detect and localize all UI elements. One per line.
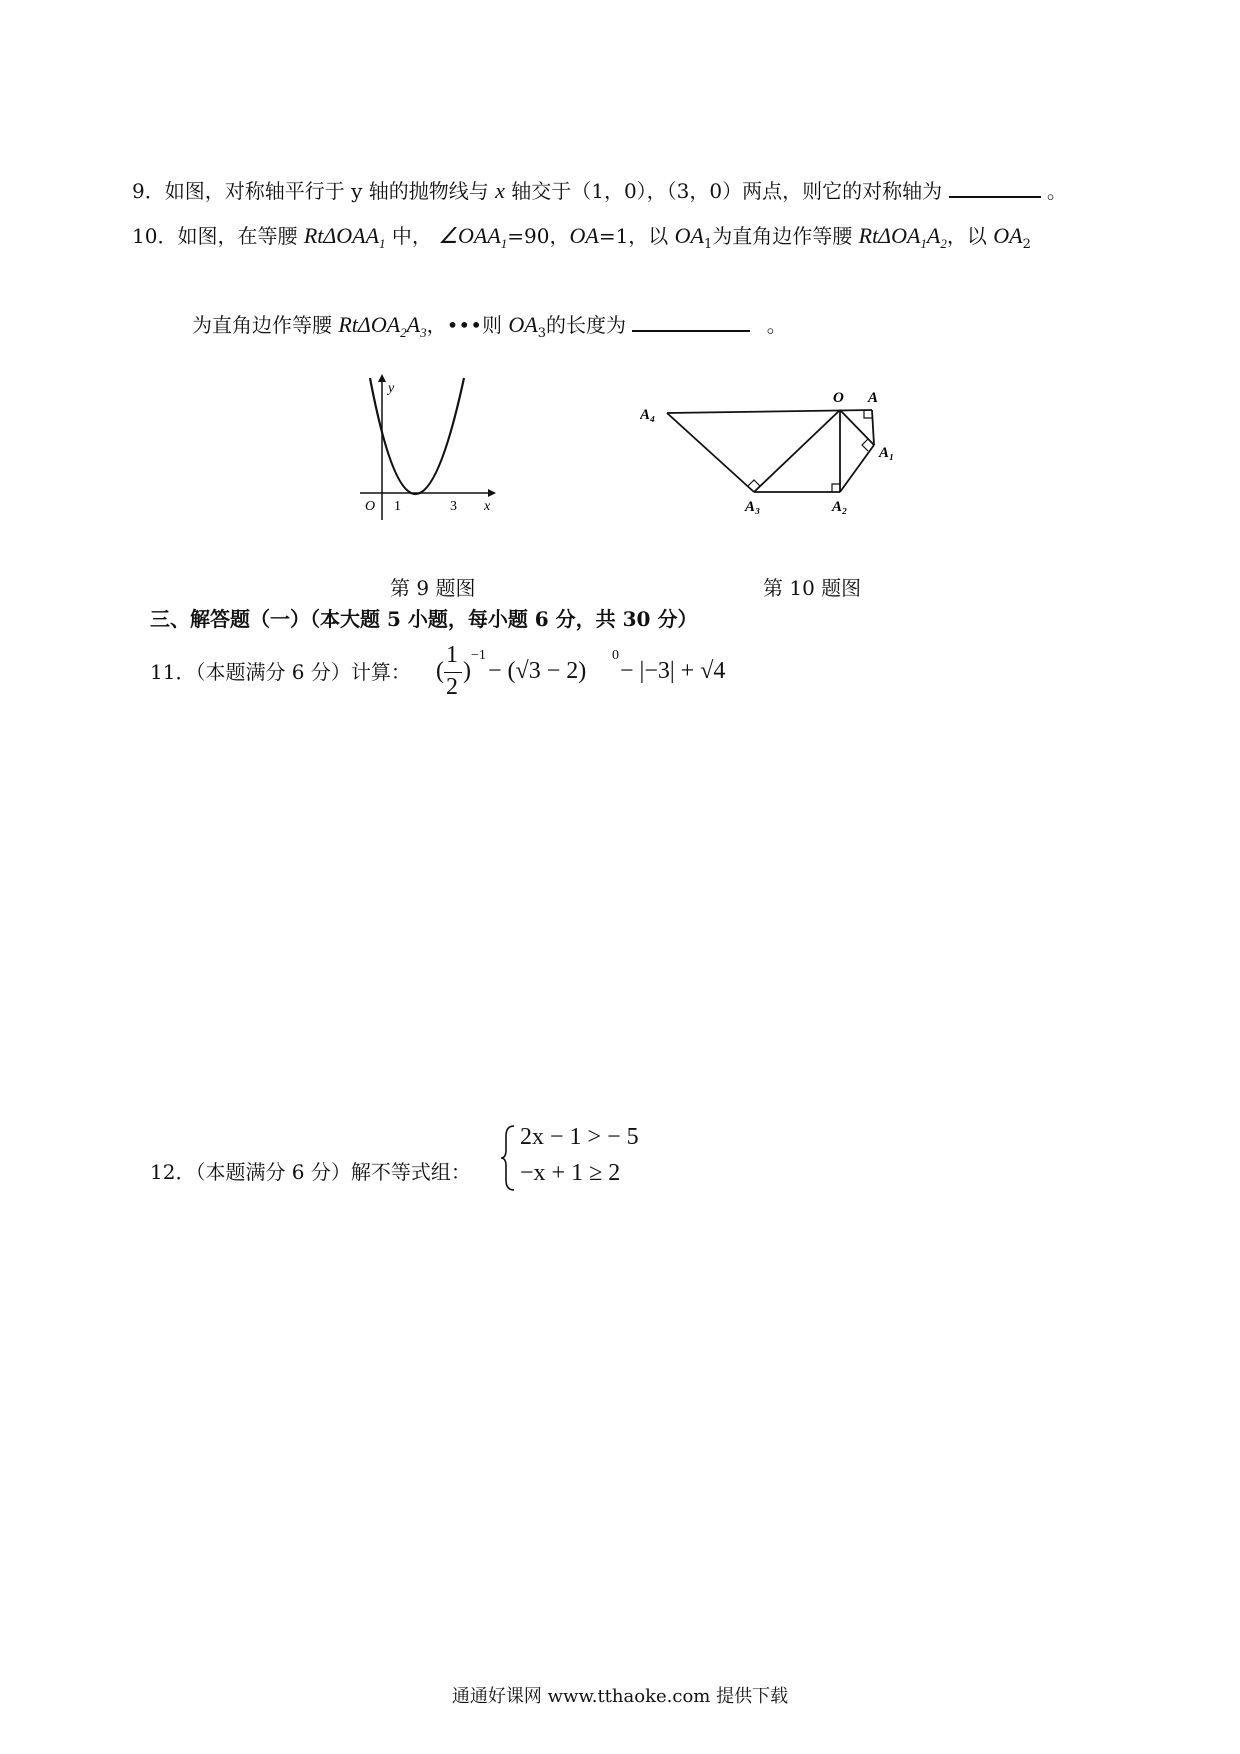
q11-close-paren: ) [463, 658, 471, 684]
q10-text-d: =1，以 [598, 224, 669, 248]
q11-fraction-numerator: 1 [446, 642, 458, 668]
q10-rt-oa2a3-sub1: 2 [400, 325, 407, 340]
q9-text-end: 。 [1046, 179, 1067, 203]
fig10-label-o: O [833, 390, 844, 406]
fig10-right-angle-a2 [832, 484, 840, 492]
q10-oa3: OA [508, 312, 538, 337]
fig9-label-o: O [365, 499, 376, 514]
fig10-right-angle-a [864, 410, 872, 418]
q10-rt-oa1a2-a: A [926, 223, 941, 248]
q10-rt-oa1a2: RtΔOA [858, 223, 921, 248]
fig10-label-a4: A₄ [640, 407, 656, 423]
q11-exponent-1: −1 [471, 648, 486, 663]
q11-term-abs-sqrt4: − |−3| + √4 [620, 658, 726, 684]
figure-9-caption: 第 9 题图 [390, 576, 476, 600]
fig10-label-a1: A₁ [879, 445, 895, 461]
q10-rt-oa1a2-sub2: 2 [940, 236, 947, 251]
fig10-edge-o-a1 [840, 410, 874, 445]
q10-text-a: 10．如图，在等腰 [132, 224, 298, 248]
q10-oa: OA [569, 223, 599, 248]
q12-label: 12．（本题满分 6 分）解不等式组： [150, 1160, 471, 1184]
q11-fraction-bar [444, 672, 462, 673]
question-9 [132, 176, 1067, 205]
q10-oa1: OA [674, 223, 704, 248]
q10-text-l2a: 为直角边作等腰 [192, 313, 332, 337]
fig9-label-x: x [484, 499, 491, 514]
figure-10-caption: 第 10 题图 [763, 576, 862, 600]
fig10-label-a3: A₃ [745, 499, 761, 515]
q9-answer-blank[interactable] [949, 176, 1041, 198]
fig9-label-y: y [388, 381, 395, 396]
fig10-right-angle-a1 [862, 439, 868, 451]
q10-rt-oa1a2-sub1: 1 [920, 236, 927, 251]
q11-open-paren: ( [436, 658, 444, 684]
q10-rt-oa2a3-a: A [406, 312, 421, 337]
fig9-x-arrow [488, 489, 496, 497]
fig9-parabola-curve [370, 378, 464, 494]
q10-text-f: ，以 [946, 224, 987, 248]
q10-text-end: 。 [766, 313, 787, 337]
q12-inequality-2: −x + 1 ≥ 2 [520, 1160, 621, 1186]
fig10-edge-a1-a2 [840, 445, 874, 492]
fig9-label-1: 1 [394, 499, 401, 514]
question-12 [150, 1158, 471, 1186]
section-3-heading: 三、解答题（一）（本大题 5 小题，每小题 6 分，共 30 分） [150, 607, 698, 631]
q10-oa2-sub: 2 [1022, 237, 1031, 252]
q10-angle-sub: 1 [500, 236, 508, 251]
q10-text-l2b: ，•••则 [426, 313, 502, 337]
figure-9-parabola [350, 370, 500, 525]
q10-text-b: 中， [391, 224, 432, 248]
q11-label: 11．（本题满分 6 分）计算： [150, 660, 411, 684]
q10-answer-blank[interactable] [632, 310, 750, 332]
q10-angle: ∠OAA [438, 223, 501, 248]
fig10-label-a: A [868, 390, 879, 406]
question-11 [150, 658, 411, 686]
q10-oa1-sub: 1 [703, 237, 713, 252]
q10-text-e: 为直角边作等腰 [712, 224, 853, 248]
question-10-line-1 [132, 222, 1031, 259]
fig9-label-3: 3 [450, 499, 457, 514]
fig10-right-angle-a3 [748, 480, 760, 486]
q12-brace-icon [500, 1124, 516, 1192]
q9-text-middle: 轴交于（1，0），（3，0）两点，则它的对称轴为 [511, 179, 943, 203]
q9-text-prefix: 9．如图，对称轴平行于 y 轴的抛物线与 [132, 179, 489, 203]
q10-oa3-sub: 3 [537, 326, 546, 341]
fig10-label-a2: A₂ [832, 499, 848, 515]
q10-text-c: =90， [507, 224, 570, 248]
q10-rt-oa2a3-sub2: 3 [420, 325, 427, 340]
q12-inequality-1: 2x − 1 > − 5 [520, 1124, 639, 1150]
fig10-edge-a3-a4 [667, 413, 754, 492]
figure-10-triangles [640, 385, 920, 520]
page-footer: 通通好课网 www.tthaoke.com 提供下载 [451, 1686, 789, 1707]
fig9-y-arrow [378, 374, 386, 382]
q11-fraction-denominator: 2 [446, 674, 458, 700]
fig10-edge-o-a3 [754, 410, 840, 492]
q10-text-l2c: 的长度为 [545, 313, 626, 337]
q9-x-variable: x [495, 178, 505, 203]
q10-rt-oa2a3: RtΔOA [338, 312, 401, 337]
q10-rt-oaa1: RtΔOAA [303, 223, 380, 248]
fig10-edge-a-a1 [872, 410, 874, 445]
q10-oa2: OA [993, 223, 1023, 248]
question-10-line-2 [192, 310, 787, 348]
q11-exponent-0: 0 [612, 648, 619, 663]
q11-term-sqrt3: − (√3 − 2) [488, 658, 587, 684]
q10-rt-oaa1-sub: 1 [379, 236, 386, 251]
